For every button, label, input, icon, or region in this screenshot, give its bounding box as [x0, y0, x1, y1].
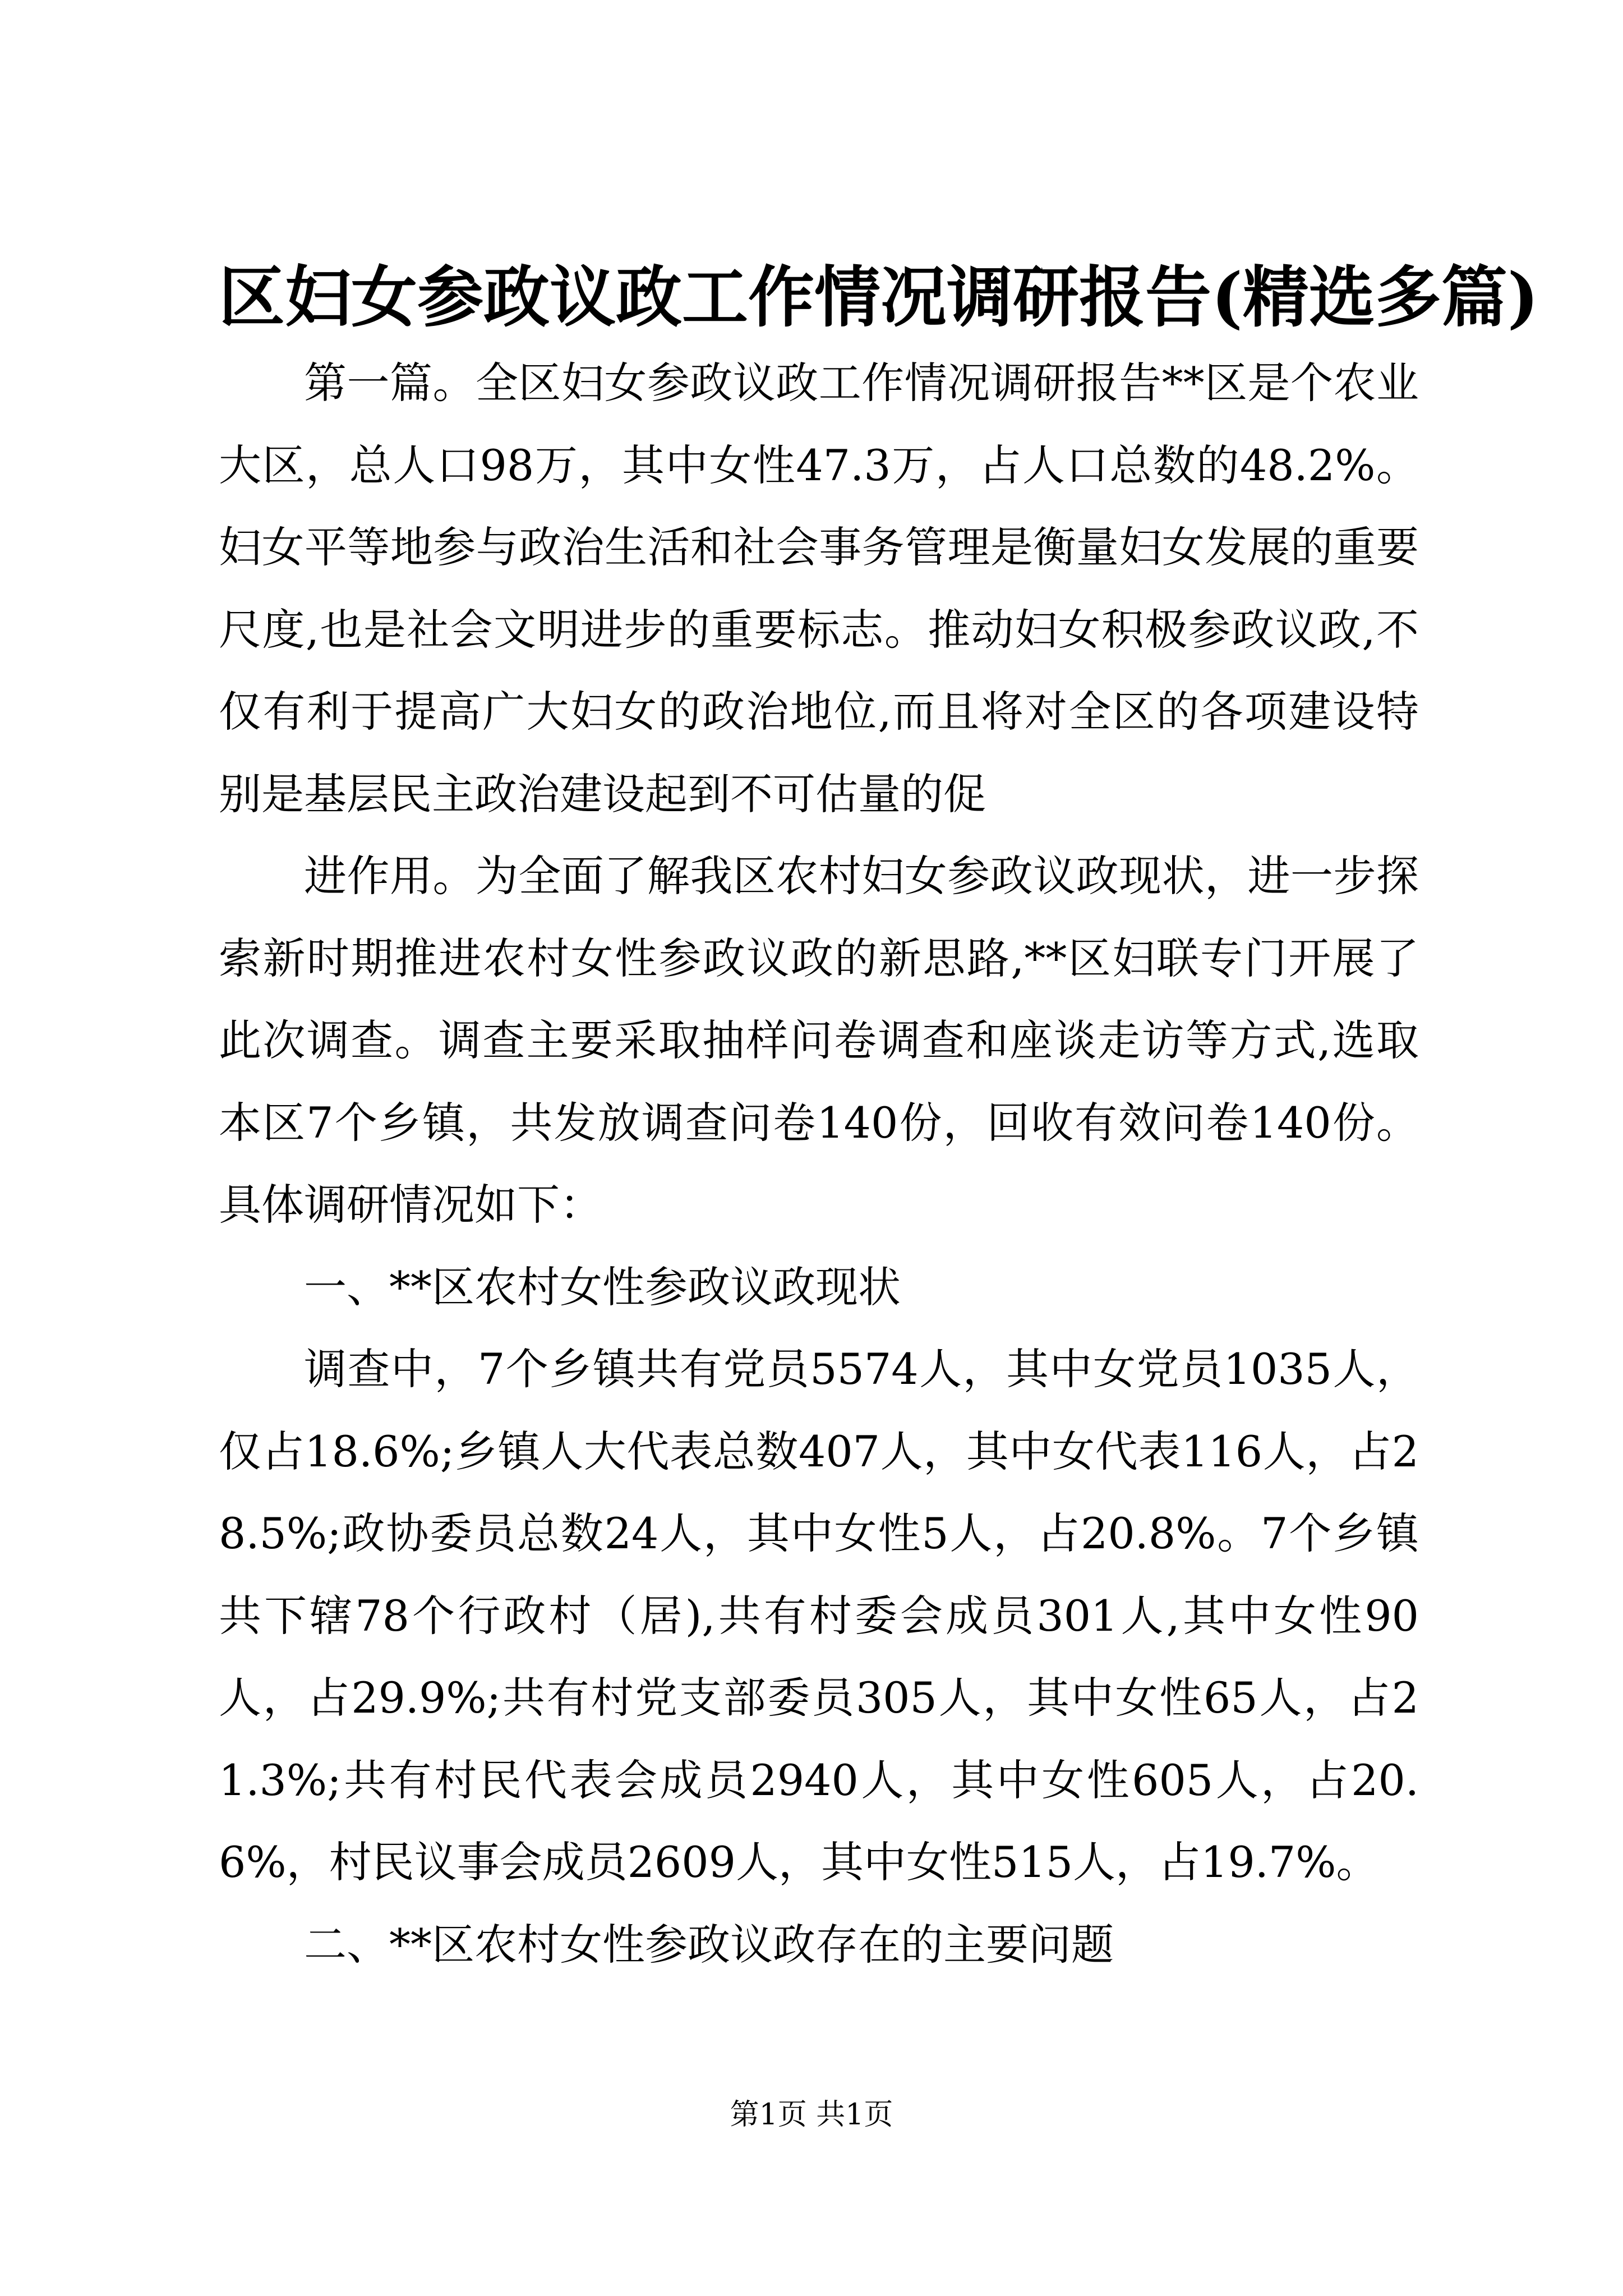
paragraph-survey: 进作用。为全面了解我区农村妇女参政议政现状，进一步探索新时期推进农村女性参政议政的新思路,**区妇联专门开展了此次调查。调查主要采取抽样问卷调查和座谈走访等方式,选取本区7个乡镇，共发放调查问卷140份，回收有效问卷140份。具体调研情况如下：: [219, 851, 1419, 1230]
paragraph-statistics: 调查中，7个乡镇共有党员5574人，其中女党员1035人，仅占18.6%;乡镇人大代表总数407人，其中女代表116人，占28.5%;政协委员总数24人，其中女性5人，占20.8%。7个乡镇共下辖78个行政村（居),共有村委会成员301人,其中女性90人，占29.9%;共有村党支部委员305人，其中女性65人，占21.3%;共有村民代表会成员2940人，其中女性605人，占20.6%，村民议事会成员2609人，其中女性515人，占19.7%。: [219, 1344, 1419, 1887]
paragraph-intro: 第一篇。全区妇女参政议政工作情况调研报告**区是个农业大区，总人口98万，其中女性47.3万，占人口总数的48.2%。妇女平等地参与政治生活和社会事务管理是衡量妇女发展的重要尺度,也是社会文明进步的重要标志。推动妇女积极参政议政,不仅有利于提高广大妇女的政治地位,而且将对全区的各项建设特别是基层民主政治建设起到不可估量的促: [219, 358, 1419, 819]
section-heading-2: 二、**区农村女性参政议政存在的主要问题: [304, 1919, 1114, 1970]
document-title: 区妇女参政议政工作情况调研报告(精选多篇): [219, 258, 1539, 336]
page-footer: 第1页 共1页: [730, 2098, 893, 2132]
section-heading-1: 一、**区农村女性参政议政现状: [304, 1262, 901, 1312]
document-body: [219, 342, 1419, 1986]
